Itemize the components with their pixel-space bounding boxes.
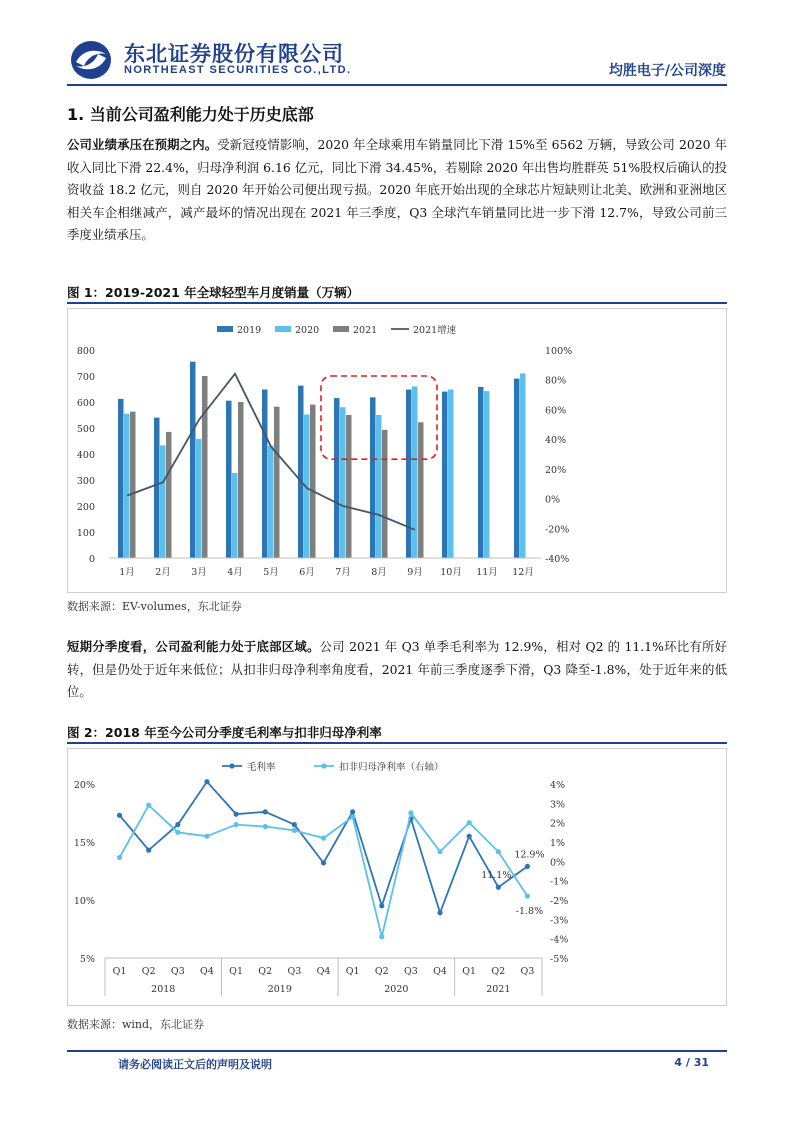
chart-1-bar-2019 (406, 390, 412, 558)
chart-1-x-tick: 3月 (191, 567, 207, 578)
chart-2-legend-label: 毛利率 (247, 762, 276, 773)
chart-2-x-tick: Q1 (112, 966, 127, 977)
figure-1-title: 图 1：2019-2021 年全球轻型车月度销量（万辆） (67, 285, 360, 300)
chart-1-bar-2020 (520, 373, 526, 558)
chart-2-group-label: 2018 (151, 984, 176, 995)
chart-1-y-tick-left: 600 (76, 398, 95, 409)
chart-2-frame (68, 749, 727, 1006)
chart-1-bar-2021 (166, 432, 172, 558)
chart-1-x-tick: 1月 (119, 567, 135, 578)
chart-1-bar-2019 (118, 399, 124, 558)
chart-2-data-label: 11.1% (481, 870, 512, 882)
chart-1-bar-2021 (382, 430, 388, 558)
chart-2-x-tick: Q3 (403, 966, 418, 977)
chart-2-x-tick: Q1 (229, 966, 244, 977)
figure-2-source: 数据来源：wind，东北证券 (67, 1018, 205, 1031)
chart-2-y-tick-right: 4% (550, 780, 566, 791)
chart-1-bar-2021 (346, 415, 352, 558)
chart-1-legend-swatch (333, 326, 349, 332)
chart-2-point-0 (379, 903, 384, 908)
figure-1-rule (67, 302, 727, 304)
chart-1-bar-2019 (262, 390, 268, 558)
chart-1-x-tick: 10月 (440, 567, 462, 578)
chart-2-x-tick: Q4 (200, 966, 214, 977)
chart-2-y-tick-right: 2% (550, 818, 566, 830)
chart-2-x-tick: Q1 (345, 966, 360, 977)
chart-2-group-label: 2021 (486, 984, 511, 995)
chart-2-point-0 (292, 822, 297, 827)
chart-1-y-tick-right: 0% (545, 494, 561, 506)
chart-2-x-tick: Q4 (433, 966, 447, 977)
chart-2-group-label: 2020 (384, 984, 409, 995)
chart-1-x-tick: 12月 (512, 567, 534, 578)
chart-2-point-1 (204, 834, 209, 839)
chart-1-bar-2021 (310, 405, 316, 558)
company-name-en: NORTHEAST SECURITIES CO.,LTD. (124, 64, 352, 76)
chart-2-y-tick-right: 3% (550, 799, 566, 811)
chart-2-point-1 (117, 855, 122, 860)
chart-2-y-tick-left: 15% (73, 838, 95, 849)
chart-2-point-1 (350, 814, 355, 819)
chart-2-point-0 (321, 860, 326, 865)
footer-divider (67, 1050, 727, 1052)
paragraph-2-lead: 短期分季度看，公司盈利能力处于底部区域。 (67, 639, 320, 654)
header-divider (67, 84, 727, 86)
chart-1-bar-2019 (298, 386, 304, 558)
footer-disclaimer: 请务必阅读正文后的声明及说明 (118, 1058, 272, 1071)
chart-2-legend-label: 扣非归母净利率（右轴） (339, 762, 444, 773)
chart-1-y-tick-left: 800 (76, 346, 95, 357)
chart-1-bar-2020 (484, 391, 490, 558)
chart-1-bar-2019 (478, 387, 484, 558)
chart-1-bar-2020 (124, 414, 130, 558)
chart-2-point-1 (379, 934, 384, 939)
paragraph-1-lead: 公司业绩承压在预期之内。 (67, 137, 218, 152)
chart-2-point-0 (263, 809, 268, 814)
chart-2-x-tick: Q1 (462, 966, 477, 977)
chart-1-y-tick-left: 100 (76, 528, 95, 539)
chart-2-point-0 (175, 822, 180, 827)
chart-1-y-tick-left: 300 (76, 476, 95, 487)
chart-1-bar-2021 (202, 376, 208, 558)
chart-1-bar-2019 (334, 398, 340, 558)
chart-2-point-0 (437, 910, 442, 915)
chart-2-point-1 (234, 822, 239, 827)
chart-1-legend-label: 2020 (295, 325, 320, 336)
chart-1-x-tick: 7月 (335, 567, 351, 578)
chart-1-bar-2020 (412, 386, 418, 558)
chart-2-point-1 (146, 803, 151, 808)
chart-1-y-tick-left: 200 (76, 502, 95, 513)
chart-1-y-tick-left: 0 (88, 554, 95, 565)
paragraph-2 (67, 636, 727, 704)
chart-1-x-tick: 6月 (299, 567, 315, 578)
report-tag: 均胜电子/公司深度 (608, 63, 726, 79)
chart-1-bar-2020 (340, 407, 346, 558)
chart-1-bar-2021 (274, 407, 280, 558)
chart-2-y-tick-right: -5% (550, 954, 569, 965)
chart-2-point-0 (350, 809, 355, 814)
chart-1-bar-2021 (418, 422, 424, 558)
chart-1-y-tick-left: 700 (76, 372, 95, 383)
chart-1-bar-2019 (370, 397, 376, 558)
paragraph-1 (67, 134, 727, 247)
chart-2-y-tick-right: 0% (550, 857, 566, 869)
chart-1-legend-label: 2021增速 (413, 325, 457, 336)
chart-1-y-tick-left: 400 (76, 450, 95, 461)
chart-2-point-0 (467, 834, 472, 839)
chart-2-point-1 (408, 810, 413, 815)
paragraph-2-body: 公司 2021 年 Q3 单季毛利率为 12.9%，相对 Q2 的 11.1%环比有所好转，但是仍处于近年来低位；从扣非归母净利率角度看，2021 年前三季度逐季下滑，Q3 降至-1.8%，处于近年来的低位。 (67, 639, 727, 699)
chart-2-point-1 (467, 820, 472, 825)
chart-1-x-tick: 2月 (155, 567, 171, 578)
chart-2-line-0 (120, 782, 528, 913)
chart-2-y-tick-right: -1% (550, 876, 569, 888)
chart-1-legend-swatch (217, 326, 233, 332)
chart-1-y-tick-right: 60% (545, 405, 567, 417)
chart-2-y-tick-right: -2% (550, 896, 569, 907)
chart-2-point-1 (525, 894, 530, 899)
chart-2-point-1 (292, 828, 297, 833)
chart-1-legend-label: 2019 (237, 325, 262, 336)
figure-2-title: 图 2：2018 年至今公司分季度毛利率与扣非归母净利率 (67, 725, 382, 740)
chart-1-bar-2019 (154, 418, 160, 558)
chart-1-bar-2020 (268, 446, 274, 558)
chart-2-legend-marker (229, 763, 234, 768)
chart-2-y-tick-left: 5% (79, 954, 95, 965)
figure-2-rule (67, 742, 727, 744)
chart-2-point-1 (321, 836, 326, 841)
chart-2-group-label: 2019 (267, 984, 292, 995)
chart-1-bar-2021 (130, 412, 136, 558)
chart-1-y-tick-right: 80% (545, 375, 567, 387)
chart-1-y-tick-right: -40% (545, 554, 570, 565)
chart-2-point-0 (496, 885, 501, 890)
chart-1-bar-2020 (196, 439, 202, 558)
chart-2-y-tick-left: 10% (73, 896, 95, 907)
chart-2-point-0 (525, 864, 530, 869)
chart-1-x-tick: 8月 (371, 567, 387, 578)
chart-2-y-tick-left: 20% (73, 780, 95, 791)
chart-1-bar-2020 (232, 473, 238, 558)
chart-2-point-0 (234, 812, 239, 817)
chart-1-y-tick-right: 100% (545, 346, 573, 357)
chart-2-x-tick: Q2 (374, 966, 389, 977)
company-logo (70, 40, 112, 80)
chart-1-y-tick-right: -20% (545, 524, 570, 536)
figure-1-chart (67, 308, 727, 593)
chart-1-legend-swatch (275, 326, 291, 332)
figure-1-source: 数据来源：EV-volumes，东北证券 (67, 600, 242, 613)
chart-1-y-tick-right: 40% (545, 435, 567, 447)
chart-2-x-tick: Q3 (520, 966, 535, 977)
chart-2-point-0 (117, 813, 122, 818)
chart-2-y-tick-right: 1% (550, 838, 566, 849)
chart-1-y-tick-left: 500 (76, 424, 95, 435)
chart-2-point-1 (175, 830, 180, 835)
chart-1-bar-2020 (448, 390, 454, 558)
chart-2-point-0 (146, 848, 151, 853)
page-number: 4 / 31 (674, 1056, 709, 1069)
paragraph-1-body: 受新冠疫情影响，2020 年全球乘用车销量同比下滑 15%至 6562 万辆，导致公司 2020 年收入同比下滑 22.4%，归母净利润 6.16 亿元，同比下滑 34.45%，若剔除 2020 年出售均胜群英 51%股权后确认的投资收益 18.2 亿元，则自 2020 年开始公司便出现亏损。2020 年底开始出现的全球芯片短缺则让北美、欧洲和亚洲地区相关车企相继减产，减产最坏的情况出现在 2021 年三季度，Q3 全球汽车销量同比进一步下滑 12.7%，导致公司前三季度业绩承压。 (67, 137, 727, 242)
chart-1-bar-2020 (376, 415, 382, 558)
chart-1-bar-2019 (442, 392, 448, 558)
chart-2-point-0 (204, 779, 209, 784)
chart-1-x-tick: 9月 (407, 567, 423, 578)
company-name-cn: 东北证券股份有限公司 (124, 42, 344, 66)
chart-1-bar-2019 (514, 379, 520, 558)
chart-2-x-tick: Q3 (170, 966, 185, 977)
chart-2-x-tick: Q2 (258, 966, 273, 977)
figure-2-chart (67, 748, 727, 1006)
chart-2-point-1 (437, 849, 442, 854)
chart-2-x-tick: Q3 (287, 966, 302, 977)
chart-1-bar-2021 (238, 402, 244, 558)
chart-2-x-tick: Q2 (491, 966, 506, 977)
chart-2-x-tick: Q2 (141, 966, 156, 977)
chart-2-y-tick-right: -3% (550, 915, 569, 927)
chart-1-legend-label: 2021 (353, 325, 378, 336)
chart-2-point-1 (263, 824, 268, 829)
chart-2-x-tick: Q4 (316, 966, 331, 977)
chart-2-data-label: -1.8% (515, 906, 544, 918)
chart-2-line-1 (120, 805, 528, 936)
section-title: 1. 当前公司盈利能力处于历史底部 (67, 105, 314, 124)
chart-2-data-label: 12.9% (514, 849, 545, 861)
chart-2-legend-marker (321, 763, 326, 768)
chart-1-x-tick: 11月 (476, 567, 498, 578)
chart-1-bar-2019 (190, 362, 196, 558)
chart-2-y-tick-right: -4% (550, 934, 569, 946)
chart-2-point-1 (496, 849, 501, 854)
chart-1-x-tick: 4月 (227, 567, 243, 578)
chart-1-y-tick-right: 20% (545, 464, 567, 476)
chart-1-bar-2019 (226, 401, 232, 558)
chart-1-x-tick: 5月 (263, 567, 279, 578)
chart-1-bar-2020 (160, 445, 166, 558)
